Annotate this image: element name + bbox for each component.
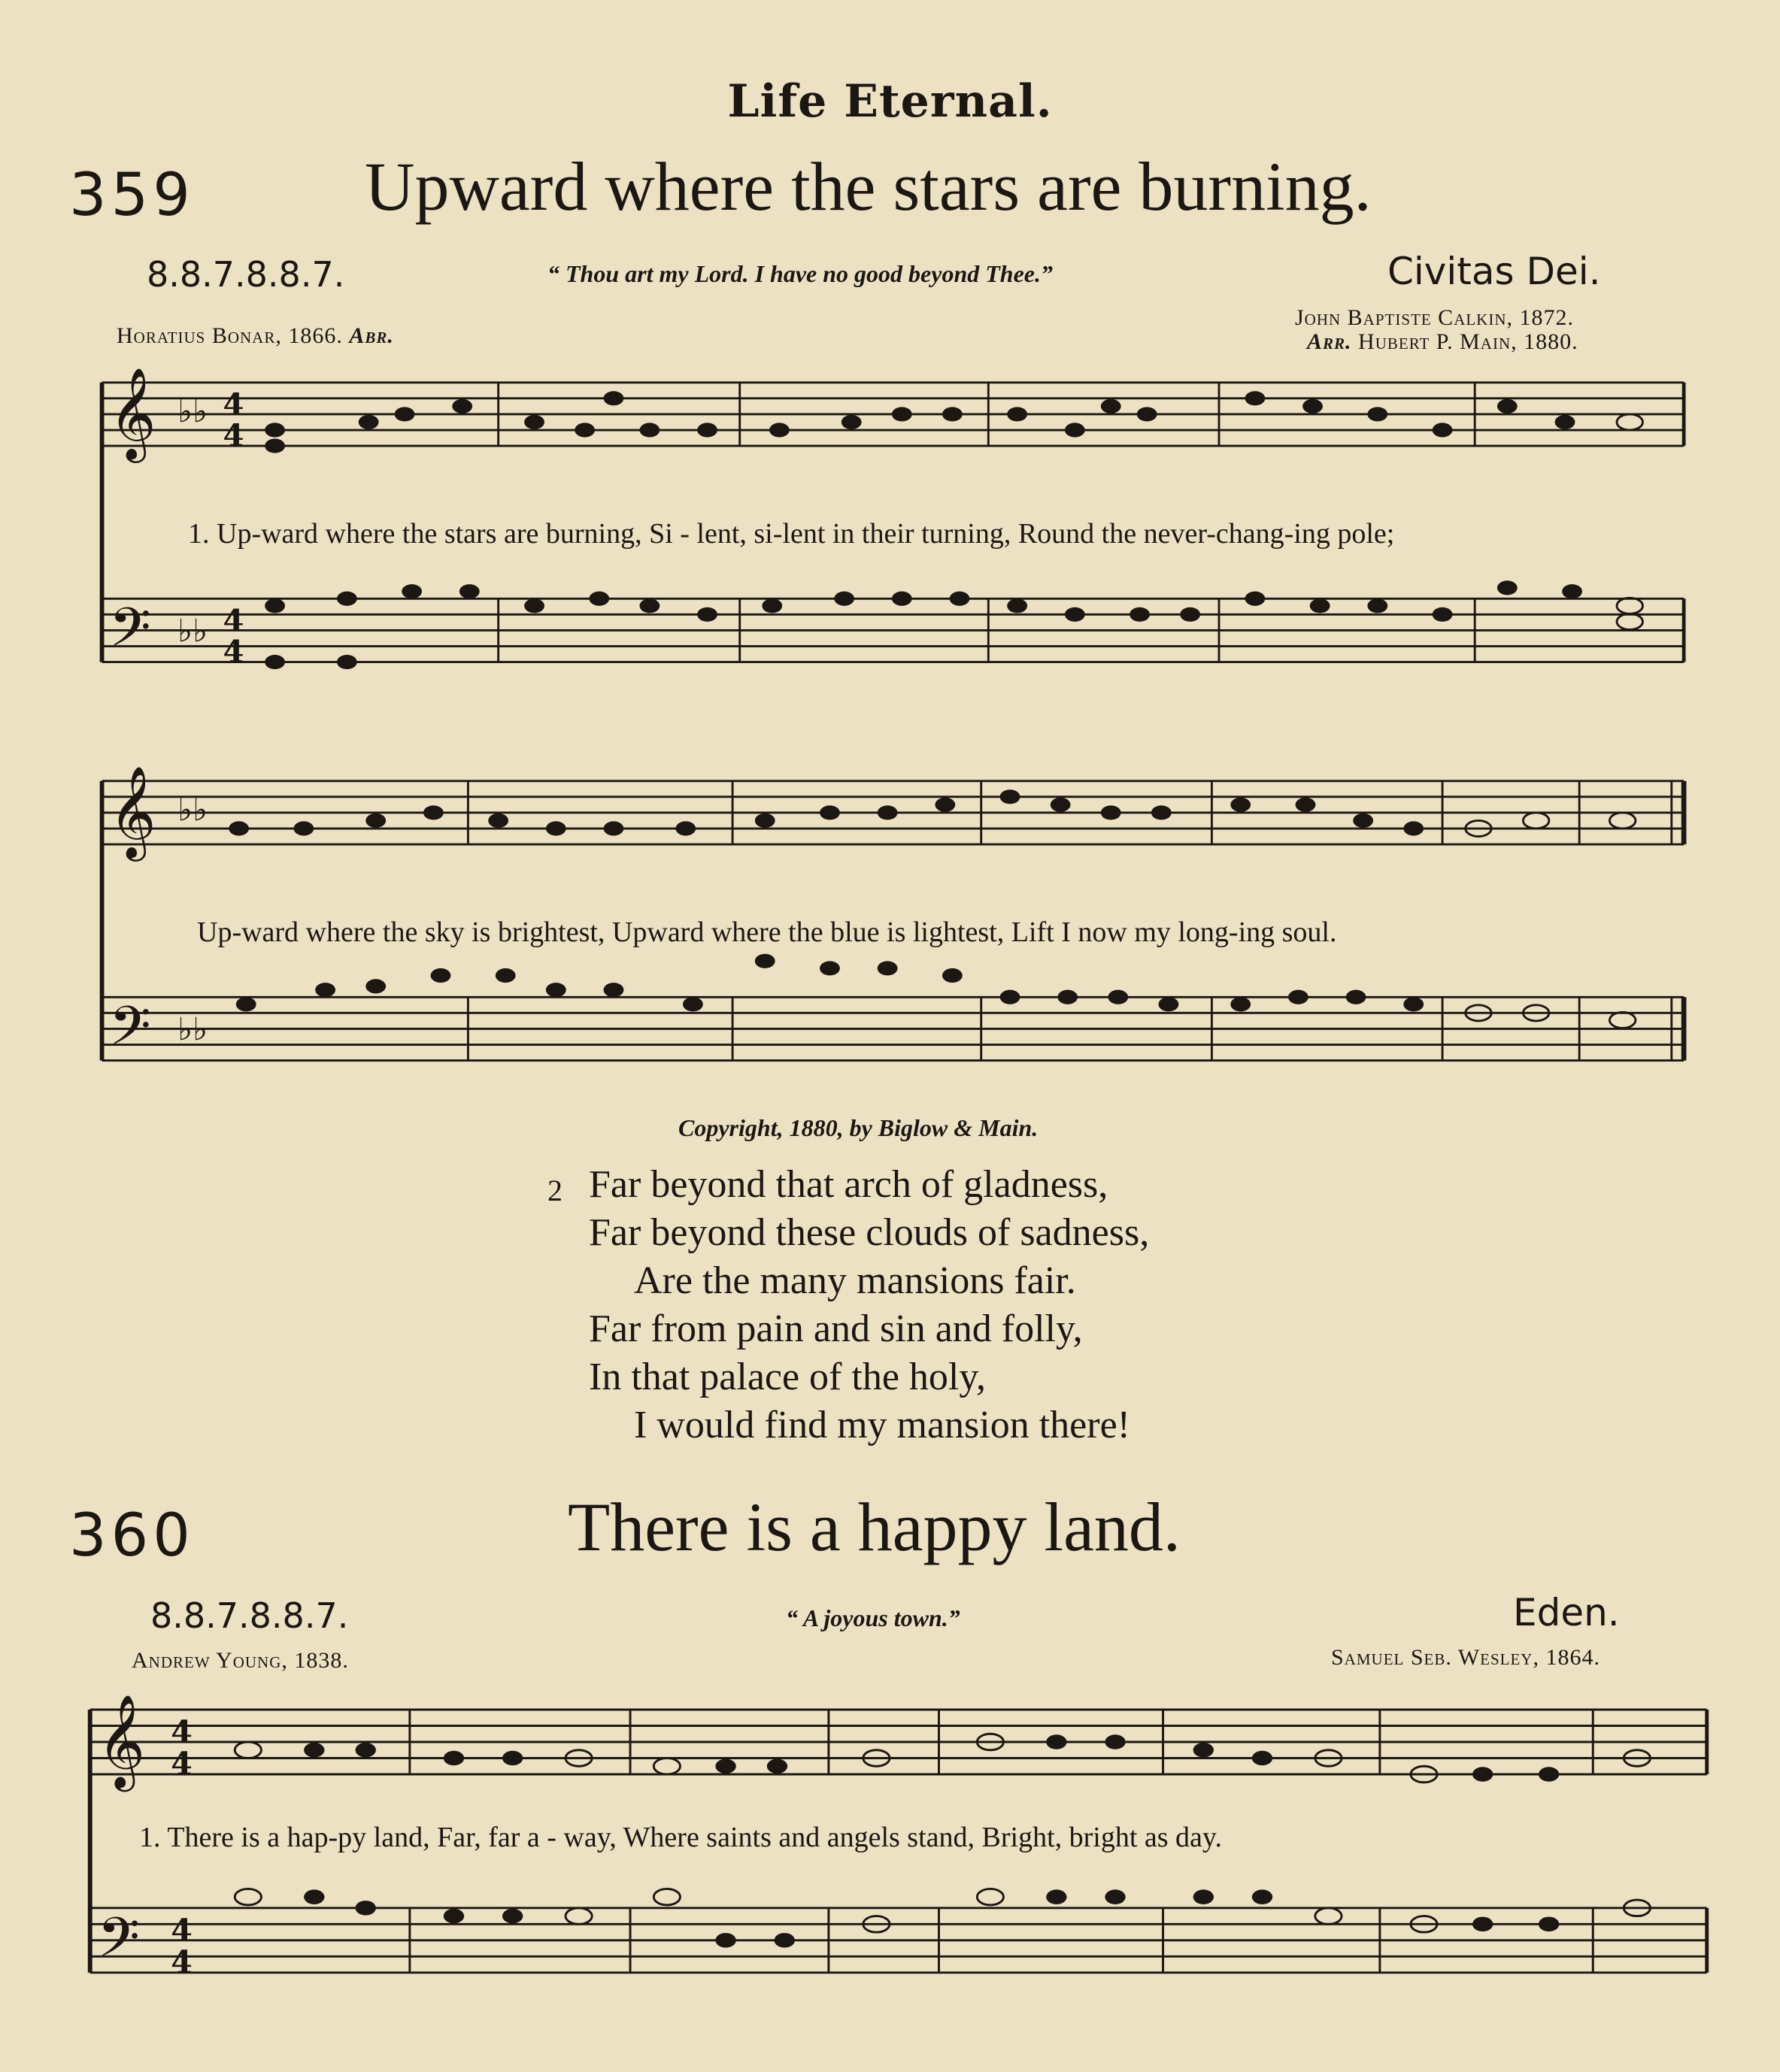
svg-text:4: 4 [223, 386, 244, 423]
verse-line: Far beyond these clouds of sadness, [589, 1211, 1150, 1254]
arranger-prefix: Arr. [1307, 329, 1352, 354]
svg-text:♭♭: ♭♭ [177, 791, 208, 828]
verse-line: I would find my mansion there! [634, 1404, 1130, 1446]
composer-credit: John Baptiste Calkin, 1872. [1295, 305, 1575, 330]
hymn-motto: “ Thou art my Lord. I have no good beyond Thee.” [547, 260, 1053, 287]
svg-text:𝄞: 𝄞 [109, 765, 156, 858]
author-credit: Andrew Young, 1838. [132, 1648, 349, 1673]
verse-line: Are the many mansions fair. [634, 1259, 1076, 1302]
author-name: Horatius Bonar, 1866. [117, 323, 343, 348]
hymn-number: 359 [69, 162, 195, 229]
verse-line: Far from pain and sin and folly, [589, 1307, 1083, 1350]
hymn-motto: “ A joyous town.” [786, 1604, 960, 1631]
verse-line: In that palace of the holy, [589, 1356, 986, 1398]
svg-text:4: 4 [171, 1911, 193, 1949]
tune-name: Eden. [1513, 1591, 1620, 1634]
tune-name: Civitas Dei. [1387, 250, 1601, 293]
svg-text:𝄢: 𝄢 [109, 596, 151, 672]
hymn-number: 360 [69, 1502, 195, 1570]
verse-line: Far beyond that arch of gladness, [589, 1163, 1108, 1206]
svg-text:𝄞: 𝄞 [97, 1694, 146, 1789]
copyright-notice: Copyright, 1880, by Biglow & Main. [678, 1114, 1039, 1141]
svg-text:𝄢: 𝄢 [97, 1905, 141, 1983]
svg-text:𝄞: 𝄞 [109, 366, 156, 459]
lyrics-line-2: Up-ward where the sky is brightest, Upward where the blue is lightest, Lift I now my long-ing soul. [197, 916, 1337, 948]
verse-number: 2 [547, 1174, 563, 1207]
svg-text:4: 4 [223, 634, 244, 670]
svg-text:𝄢: 𝄢 [109, 995, 151, 1071]
arranger-name: Hubert P. Main, 1880. [1358, 329, 1578, 354]
hymn-meter: 8.8.7.8.8.7. [147, 254, 345, 295]
author-credit [117, 323, 394, 349]
svg-text:♭♭: ♭♭ [177, 612, 208, 650]
svg-text:♭♭: ♭♭ [177, 1010, 208, 1048]
composer-credit: Samuel Seb. Wesley, 1864. [1331, 1645, 1600, 1670]
svg-text:4: 4 [171, 1943, 193, 1980]
svg-text:4: 4 [171, 1713, 193, 1750]
hymn-title: Upward where the stars are burning. [365, 148, 1372, 225]
author-note: Abr. [349, 323, 394, 348]
svg-text:4: 4 [171, 1744, 193, 1782]
hymn-meter: 8.8.7.8.8.7. [150, 1595, 349, 1636]
svg-text:4: 4 [223, 603, 244, 639]
section-title: Life Eternal. [727, 75, 1053, 128]
lyrics-line-3: 1. There is a hap-py land, Far, far a - way, Where saints and angels stand, Bright, bright as day. [139, 1822, 1222, 1853]
hymn-title: There is a happy land. [568, 1489, 1181, 1565]
svg-text:4: 4 [223, 418, 244, 454]
lyrics-line-1: 1. Up-ward where the stars are burning, Si - lent, si-lent in their turning, Round the never-chang-ing pole; [188, 518, 1395, 550]
svg-text:♭♭: ♭♭ [177, 392, 208, 430]
arranger-credit [1307, 329, 1578, 355]
